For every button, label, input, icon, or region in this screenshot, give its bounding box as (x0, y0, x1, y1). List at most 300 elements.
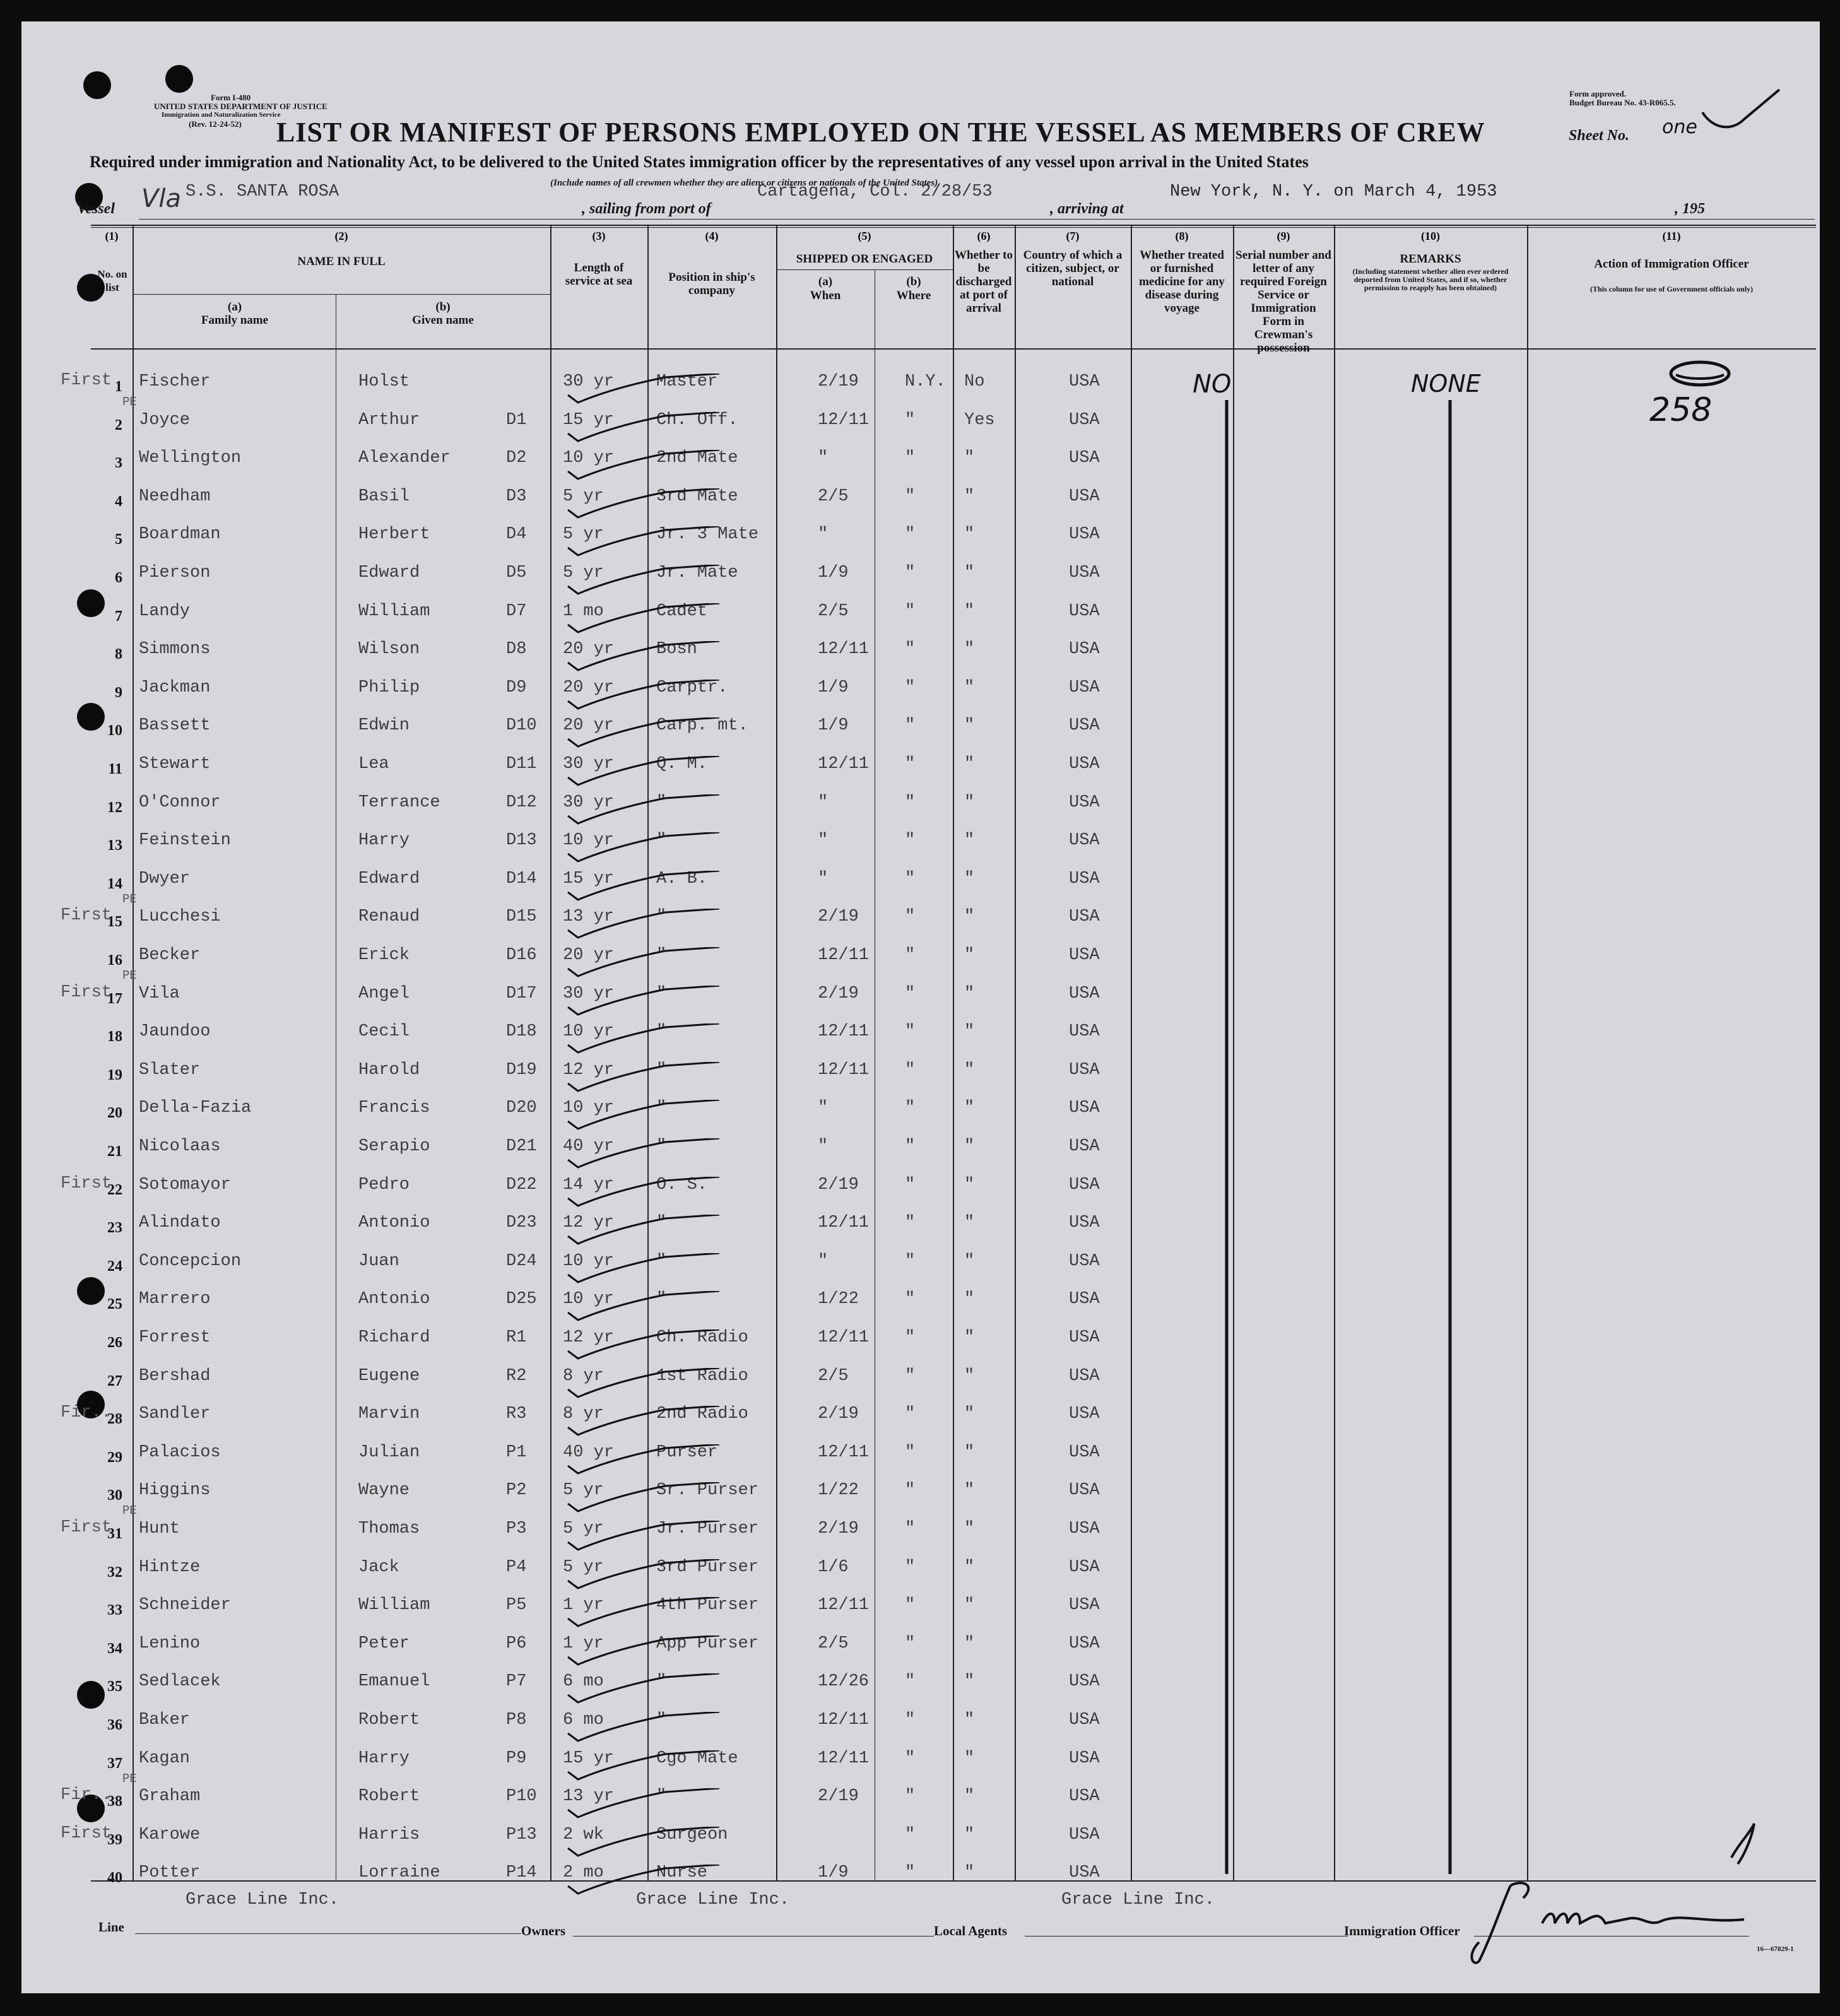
col-num: (6) (977, 230, 991, 242)
tick-mark-icon (564, 1788, 728, 1820)
cell-country: USA (1069, 1290, 1100, 1309)
cell-where: " (905, 1558, 916, 1577)
cell-when: 12/26 (818, 1672, 870, 1691)
cell-code: R3 (506, 1405, 527, 1424)
col-num: (3) (592, 230, 606, 242)
cell-code: D24 (506, 1252, 537, 1271)
remarks-handwritten: NONE (1411, 370, 1481, 398)
cell-when: 1/9 (818, 678, 849, 697)
cell-service: 10 yr (563, 831, 615, 850)
cell-family: Kagan (139, 1749, 191, 1768)
col-num: (10) (1421, 230, 1440, 242)
cell-discharged: " (964, 602, 975, 621)
cell-when: 12/11 (818, 411, 870, 430)
row-number: 4 (115, 493, 122, 510)
cell-service: 30 yr (563, 372, 615, 391)
cell-country: USA (1069, 525, 1100, 544)
cell-country: USA (1069, 1213, 1100, 1232)
ditto-line-medicine (1220, 400, 1233, 1877)
agents-label: Local Agents (934, 1923, 1008, 1938)
cell-when: 12/11 (818, 640, 870, 659)
col-heading: Whether treated or furnished medicine for any disease during voyage (1139, 249, 1225, 315)
cell-discharged: " (964, 525, 975, 544)
cell-position: 1st Radio (656, 1367, 748, 1386)
punch-hole (83, 71, 111, 99)
cell-family: Hintze (139, 1558, 201, 1577)
cell-code: D14 (506, 869, 537, 888)
cell-code: D17 (506, 984, 537, 1003)
cell-service: 40 yr (563, 1443, 615, 1462)
cell-where: " (905, 831, 916, 850)
margin-note: First (61, 1174, 112, 1193)
tick-mark-icon (564, 1138, 728, 1170)
col-num: (11) (1662, 230, 1681, 242)
col-subnum: (a) (227, 300, 242, 314)
cell-discharged: " (964, 793, 975, 812)
cell-country: USA (1069, 1328, 1100, 1347)
cell-discharged: " (964, 755, 975, 774)
tick-mark-icon (564, 412, 728, 444)
tick-mark-icon (564, 1559, 728, 1591)
manifest-sheet (21, 21, 1820, 1993)
cell-family: Slater (139, 1061, 201, 1080)
cell-service: 8 yr (563, 1405, 604, 1424)
cell-given: Antonio (358, 1290, 430, 1309)
cell-code: P1 (506, 1443, 527, 1462)
cell-when: 1/6 (818, 1558, 849, 1577)
tick-mark-icon (564, 871, 728, 902)
cell-discharged: " (964, 1558, 975, 1577)
owners-value: Grace Line Inc. (636, 1890, 790, 1909)
action-number-handwritten: 258 (1649, 391, 1713, 429)
cell-position: Bosn (656, 640, 697, 659)
year-label: , 195 (1675, 201, 1705, 217)
cell-code: D1 (506, 411, 527, 430)
tick-mark-icon (564, 1291, 728, 1323)
cell-code: P7 (506, 1672, 527, 1691)
cell-when: 2/19 (818, 984, 859, 1003)
cell-code: D23 (506, 1213, 537, 1232)
tick-mark-icon (564, 1062, 728, 1093)
cell-family: Simmons (139, 640, 211, 659)
cell-country: USA (1069, 716, 1100, 735)
cell-when: " (818, 525, 829, 544)
cell-when: " (818, 831, 829, 850)
row-number: 23 (107, 1220, 122, 1236)
cell-family: Fischer (139, 372, 211, 391)
cell-given: Edward (358, 563, 420, 582)
col-num: (9) (1277, 230, 1290, 242)
cell-given: Harris (358, 1825, 420, 1844)
cell-code: D5 (506, 563, 527, 582)
tick-mark-icon (564, 1712, 728, 1743)
cell-family: Bassett (139, 716, 211, 735)
cell-family: Hunt (139, 1519, 180, 1538)
cell-position: O. S. (656, 1176, 708, 1194)
cell-where: " (905, 1519, 916, 1538)
cell-where: " (905, 1825, 916, 1844)
row-number: 25 (107, 1296, 122, 1312)
cell-when: 1/22 (818, 1481, 859, 1500)
cell-given: Edward (358, 869, 420, 888)
owners-label: Owners (521, 1923, 565, 1938)
tick-mark-icon (564, 1215, 728, 1246)
cell-discharged: " (964, 1176, 975, 1194)
cell-discharged: " (964, 1787, 975, 1806)
cell-position: 4th Purser (656, 1596, 759, 1615)
row-number: 8 (115, 646, 122, 663)
cell-code: D2 (506, 449, 527, 468)
pe-note: PE (122, 969, 137, 982)
cell-when: 12/11 (818, 1596, 870, 1615)
row-number: 22 (107, 1182, 122, 1198)
cell-where: " (905, 525, 916, 544)
cell-given: Jack (358, 1558, 399, 1577)
tick-mark-icon (564, 756, 728, 787)
cell-given: Alexander (358, 449, 451, 468)
cell-country: USA (1069, 831, 1100, 850)
row-number: 33 (107, 1602, 122, 1618)
cell-when: 1/9 (818, 716, 849, 735)
cell-country: USA (1069, 1825, 1100, 1844)
cell-code: P9 (506, 1749, 527, 1768)
cell-when: 12/11 (818, 946, 870, 965)
cell-when: " (818, 1137, 829, 1156)
cell-where: " (905, 640, 916, 659)
cell-position: App Purser (656, 1634, 759, 1653)
cell-country: USA (1069, 1634, 1100, 1653)
col-subheading: Where (896, 289, 931, 302)
cell-position: Jr. Mate (656, 563, 738, 582)
cell-service: 10 yr (563, 449, 615, 468)
cell-code: D9 (506, 678, 527, 697)
cell-when: 2/19 (818, 1787, 859, 1806)
cell-where: " (905, 1328, 916, 1347)
cell-country: USA (1069, 1711, 1100, 1730)
cell-service: 12 yr (563, 1213, 615, 1232)
row-number: 24 (107, 1258, 122, 1275)
cell-where: " (905, 1061, 916, 1080)
row-number: 13 (107, 837, 122, 854)
cell-given: Julian (358, 1443, 420, 1462)
line-label: Line (98, 1919, 124, 1935)
cell-country: USA (1069, 411, 1100, 430)
row-number: 2 (115, 417, 122, 433)
cell-service: 8 yr (563, 1367, 604, 1386)
print-code: 16—67829-1 (1757, 1945, 1794, 1953)
cell-service: 20 yr (563, 640, 615, 659)
cell-when: 1/9 (818, 563, 849, 582)
cell-discharged: " (964, 1596, 975, 1615)
cell-service: 2 wk (563, 1825, 604, 1844)
col-num: (8) (1175, 230, 1189, 242)
cell-family: Wellington (139, 449, 242, 468)
cell-given: Thomas (358, 1519, 420, 1538)
tick-mark-icon (564, 1444, 728, 1476)
cell-service: 6 mo (563, 1672, 604, 1691)
cell-country: USA (1069, 869, 1100, 888)
sheet-value: one (1662, 116, 1697, 138)
col-heading: Whether to be discharged at port of arrival (955, 249, 1013, 315)
cell-when: 12/11 (818, 1328, 870, 1347)
cell-country: USA (1069, 793, 1100, 812)
cell-position: Jr. Purser (656, 1519, 759, 1538)
shipped-subrule (776, 269, 953, 270)
sailing-from: Cartagena, Col. 2/28/53 (757, 182, 993, 201)
tick-mark-icon (564, 1673, 728, 1705)
cell-code: P3 (506, 1519, 527, 1538)
cell-code: P5 (506, 1596, 527, 1615)
tick-mark-icon (564, 1406, 728, 1437)
form-number: Form I-480 (211, 93, 251, 102)
col-subheading: Given name (412, 314, 474, 327)
cell-position: 2nd Radio (656, 1405, 748, 1424)
row-number: 1 (115, 379, 122, 395)
col-heading: SHIPPED OR ENGAGED (796, 252, 933, 266)
col-divider (1233, 225, 1234, 1880)
cell-country: USA (1069, 1022, 1100, 1041)
line-value: Grace Line Inc. (186, 1890, 339, 1909)
cell-where: " (905, 1672, 916, 1691)
cell-country: USA (1069, 1443, 1100, 1462)
cell-given: Richard (358, 1328, 430, 1347)
cell-family: Feinstein (139, 831, 231, 850)
cell-discharged: " (964, 678, 975, 697)
row-number: 6 (115, 570, 122, 586)
cell-position: " (656, 1711, 667, 1730)
cell-code: D22 (506, 1176, 537, 1194)
cell-country: USA (1069, 755, 1100, 774)
cell-where: " (905, 793, 916, 812)
cell-position: 3rd Mate (656, 487, 738, 506)
cell-service: 30 yr (563, 793, 615, 812)
cell-discharged: " (964, 1367, 975, 1386)
cell-country: USA (1069, 1137, 1100, 1156)
cell-given: Renaud (358, 907, 420, 926)
cell-family: Forrest (139, 1328, 211, 1347)
cell-where: " (905, 1137, 916, 1156)
tick-mark-icon (564, 1521, 728, 1552)
cell-country: USA (1069, 1672, 1100, 1691)
cell-when: 12/11 (818, 1022, 870, 1041)
cell-country: USA (1069, 487, 1100, 506)
cell-position: Ch. Off. (656, 411, 738, 430)
cell-code: D7 (506, 602, 527, 621)
cell-code: D8 (506, 640, 527, 659)
tick-mark-icon (564, 717, 728, 749)
budget-bureau: Budget Bureau No. 43-R065.5. (1569, 98, 1676, 107)
cell-given: Basil (358, 487, 410, 506)
tick-mark-icon (564, 488, 728, 520)
page-title: LIST OR MANIFEST OF PERSONS EMPLOYED ON THE VESSEL AS MEMBERS OF CREW (276, 117, 1485, 148)
cell-discharged: " (964, 831, 975, 850)
cell-service: 30 yr (563, 984, 615, 1003)
cell-given: Lea (358, 755, 389, 774)
cell-position: " (656, 984, 667, 1003)
cell-service: 5 yr (563, 1481, 604, 1500)
cell-given: Holst (358, 372, 410, 391)
vessel-label: Vessel (77, 201, 115, 217)
cell-service: 30 yr (563, 755, 615, 774)
tick-mark-icon (564, 794, 728, 826)
cell-service: 5 yr (563, 525, 604, 544)
cell-service: 20 yr (563, 946, 615, 965)
revision: (Rev. 12-24-52) (189, 119, 242, 129)
cell-given: Harry (358, 831, 410, 850)
row-number: 36 (107, 1717, 122, 1733)
cell-when: 12/11 (818, 1443, 870, 1462)
cell-family: Lucchesi (139, 907, 221, 926)
cell-where: " (905, 907, 916, 926)
cell-code: D21 (506, 1137, 537, 1156)
row-number: 9 (115, 685, 122, 701)
row-number: 38 (107, 1793, 122, 1810)
col-divider (1334, 225, 1335, 1880)
cell-position: " (656, 793, 667, 812)
cell-given: Terrance (358, 793, 440, 812)
cell-country: USA (1069, 640, 1100, 659)
col-num: (1) (105, 230, 119, 242)
cell-country: USA (1069, 946, 1100, 965)
tick-mark-icon (564, 641, 728, 673)
col-num: (4) (705, 230, 719, 242)
cell-when: 2/19 (818, 1519, 859, 1538)
row-number: 11 (108, 761, 122, 777)
cell-family: Sedlacek (139, 1672, 221, 1691)
col-heading: No. on list (97, 268, 127, 293)
row-number: 17 (107, 991, 122, 1007)
cell-code: P4 (506, 1558, 527, 1577)
cell-given: Lorraine (358, 1863, 440, 1882)
cell-position: Ch. Radio (656, 1328, 748, 1347)
margin-note: First (61, 1824, 112, 1843)
cell-where: " (905, 716, 916, 735)
cell-given: Antonio (358, 1213, 430, 1232)
cell-code: P6 (506, 1634, 527, 1653)
cell-country: USA (1069, 1863, 1100, 1882)
cell-discharged: " (964, 1519, 975, 1538)
cell-position: " (656, 1672, 667, 1691)
margin-note: First (61, 983, 112, 1002)
cell-discharged: " (964, 1061, 975, 1080)
col-heading: Serial number and letter of any required Foreign Service or Immigration Form in Crewman's possession (1236, 249, 1331, 355)
cell-given: William (358, 1596, 430, 1615)
cell-when: 2/19 (818, 372, 859, 391)
row-number: 29 (107, 1449, 122, 1466)
cell-where: " (905, 1099, 916, 1117)
cell-where: " (905, 1596, 916, 1615)
row-number: 5 (115, 531, 122, 548)
col-divider (776, 225, 777, 1880)
cell-service: 5 yr (563, 487, 604, 506)
cell-position: " (656, 1061, 667, 1080)
cell-where: " (905, 1022, 916, 1041)
tick-mark-icon (564, 374, 728, 405)
cell-discharged: " (964, 1328, 975, 1347)
cell-given: Arthur (358, 411, 420, 430)
check-mark-icon (1700, 85, 1782, 135)
cell-code: D25 (506, 1290, 537, 1309)
cell-service: 2 mo (563, 1863, 604, 1882)
cell-given: Erick (358, 946, 410, 965)
col-num: (2) (334, 230, 348, 242)
cell-where: " (905, 984, 916, 1003)
row-number: 15 (107, 914, 122, 930)
tick-mark-icon (564, 1597, 728, 1629)
row-number: 39 (107, 1832, 122, 1848)
cell-service: 5 yr (563, 1558, 604, 1577)
row-number: 3 (115, 455, 122, 471)
cell-where: " (905, 1787, 916, 1806)
cell-position: " (656, 1022, 667, 1041)
cell-where: N.Y. (905, 372, 946, 391)
pe-note: PE (122, 1504, 137, 1518)
cell-code: D3 (506, 487, 527, 506)
cell-family: Schneider (139, 1596, 231, 1615)
cell-country: USA (1069, 984, 1100, 1003)
cell-family: Graham (139, 1787, 201, 1806)
tick-mark-icon (564, 1827, 728, 1858)
agents-value: Grace Line Inc. (1061, 1890, 1215, 1909)
cell-when: 2/5 (818, 602, 849, 621)
cell-family: Boardman (139, 525, 221, 544)
cell-code: D12 (506, 793, 537, 812)
tick-mark-icon (564, 680, 728, 711)
cell-where: " (905, 1367, 916, 1386)
cell-code: P14 (506, 1863, 537, 1882)
row-number: 19 (107, 1067, 122, 1083)
cell-position: " (656, 1290, 667, 1309)
cell-service: 1 yr (563, 1596, 604, 1615)
cell-where: " (905, 1443, 916, 1462)
cell-family: Della-Fazia (139, 1099, 252, 1117)
cell-family: Sandler (139, 1405, 211, 1424)
cell-position: " (656, 907, 667, 926)
service-name: Immigration and Naturalization Service (162, 111, 281, 119)
cell-family: Landy (139, 602, 191, 621)
cell-position: Cadet (656, 602, 708, 621)
cell-when: 2/19 (818, 907, 859, 926)
row-number: 16 (107, 952, 122, 969)
cell-where: " (905, 1176, 916, 1194)
cell-where: " (905, 1290, 916, 1309)
row-number: 26 (107, 1335, 122, 1351)
cell-discharged: " (964, 869, 975, 888)
cell-family: Baker (139, 1711, 191, 1730)
tick-mark-icon (564, 832, 728, 864)
pe-note: PE (122, 1772, 137, 1786)
row-number: 18 (107, 1029, 122, 1045)
row-number: 20 (107, 1105, 122, 1121)
cell-code: D16 (506, 946, 537, 965)
cell-given: Emanuel (358, 1672, 430, 1691)
cell-service: 12 yr (563, 1061, 615, 1080)
col-heading: Position in ship's company (668, 271, 755, 297)
form-approved: Form approved. (1569, 89, 1627, 98)
cell-where: " (905, 1481, 916, 1500)
row-number: 32 (107, 1564, 122, 1581)
cell-family: Palacios (139, 1443, 221, 1462)
cell-position: " (656, 1787, 667, 1806)
margin-note: First (61, 906, 112, 925)
cell-discharged: " (964, 1481, 975, 1500)
tick-mark-icon (564, 1100, 728, 1131)
tick-mark-icon (564, 1636, 728, 1667)
cell-service: 10 yr (563, 1022, 615, 1041)
cell-where: " (905, 1863, 916, 1882)
medicine-handwritten: NO (1193, 370, 1232, 399)
col-subnum: (b) (906, 275, 921, 288)
